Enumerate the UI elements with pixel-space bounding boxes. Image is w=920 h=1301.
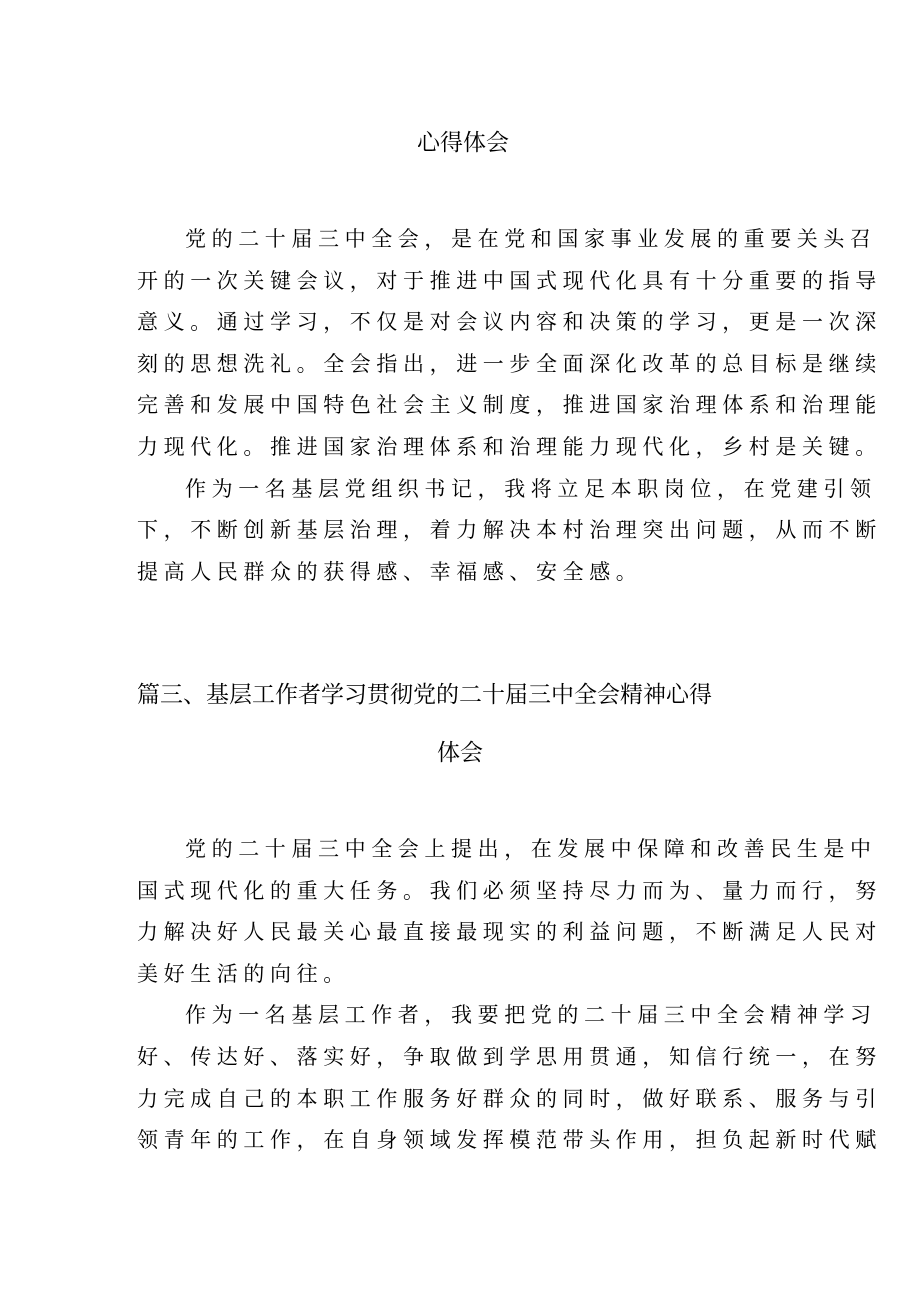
text-line: 好、传达好、落实好，争取做到学思用贯通，知信行统一，在努	[137, 1044, 882, 1069]
section-body	[137, 829, 882, 1162]
text-line: 下，不断创新基层治理，着力解决本村治理突出问题，从而不断	[137, 518, 882, 543]
text-line: 党的二十届三中全会上提出，在发展中保障和改善民生是中	[185, 837, 877, 861]
text-line: 党的二十届三中全会，是在党和国家事业发展的重要关头召	[185, 227, 877, 251]
text-line: 提高人民群众的获得感、幸福感、安全感。	[137, 559, 643, 584]
section-title: 篇三、基层工作者学习贯彻党的二十届三中全会精神心得	[137, 682, 712, 708]
text-line: 作为一名基层工作者，我要把党的二十届三中全会精神学习	[185, 1003, 877, 1028]
text-line: 力现代化。推进国家治理体系和治理能力现代化，乡村是关键。	[137, 434, 882, 459]
text-line: 美好生活的向往。	[137, 961, 350, 986]
text-line: 力完成自己的本职工作服务好群众的同时，做好联系、服务与引	[137, 1086, 882, 1111]
section-title-continued: 体会	[437, 740, 483, 766]
section-title: 心得体会	[417, 130, 509, 156]
text-line: 刻的思想洗礼。全会指出，进一步全面深化改革的总目标是继续	[137, 351, 882, 376]
text-line: 作为一名基层党组织书记，我将立足本职岗位，在党建引领	[185, 476, 877, 501]
text-line: 开的一次关键会议，对于推进中国式现代化具有十分重要的指导	[137, 268, 882, 293]
text-line: 国式现代化的重大任务。我们必须坚持尽力而为、量力而行，努	[137, 878, 882, 903]
text-line: 完善和发展中国特色社会主义制度，推进国家治理体系和治理能	[137, 393, 882, 418]
text-line: 领青年的工作，在自身领域发挥模范带头作用，担负起新时代赋	[137, 1128, 882, 1153]
text-line: 意义。通过学习，不仅是对会议内容和决策的学习，更是一次深	[137, 310, 882, 335]
section-body	[137, 219, 882, 593]
text-line: 力解决好人民最关心最直接最现实的利益问题，不断满足人民对	[137, 920, 882, 945]
